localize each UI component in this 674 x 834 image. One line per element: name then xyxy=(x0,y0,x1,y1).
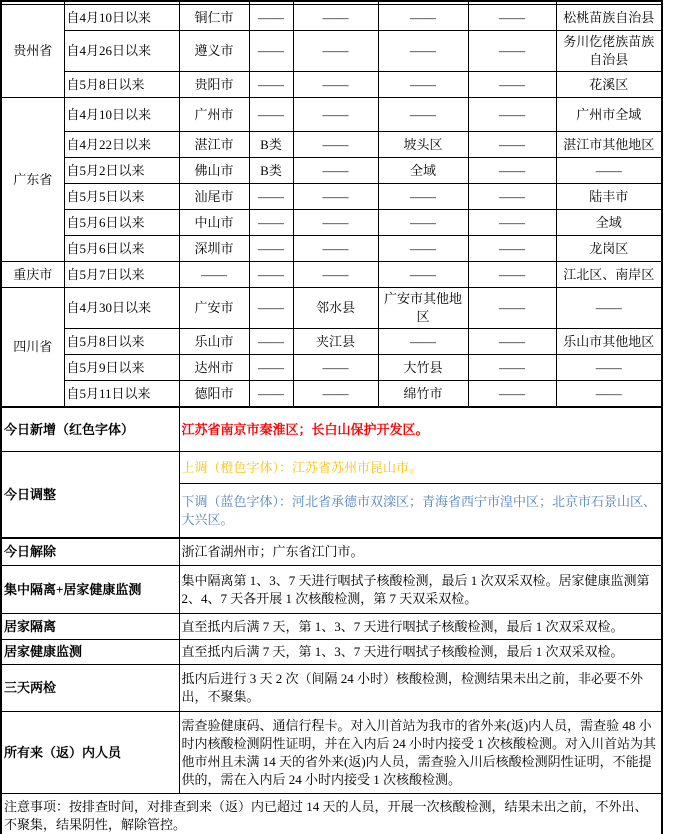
class-cell: —— xyxy=(249,72,293,98)
section-row-new-today xyxy=(1,407,662,452)
date-cell: 自5月6日以来 xyxy=(64,210,179,236)
area-cell: —— xyxy=(293,5,378,31)
section-row-home-quarantine xyxy=(1,614,662,640)
district-cell: 松桃苗族自治县 xyxy=(556,5,662,31)
section-row-adjust-up xyxy=(1,452,662,484)
class-cell: B类 xyxy=(249,158,293,184)
date-cell: 自5月2日以来 xyxy=(64,158,179,184)
district-cell: 龙岗区 xyxy=(556,236,662,262)
notice-content: 注意事项：按排查时间，对排查到来（返）内已超过 14 天的人员，开展一次核酸检测，结果未出之前，不外出、不聚集，结果阴性，解除管控。 xyxy=(1,794,662,834)
district-cell: 陆丰市 xyxy=(556,184,662,210)
area-cell: —— xyxy=(468,5,556,31)
date-cell: 自4月10日以来 xyxy=(64,5,179,31)
section-row-home-monitoring xyxy=(1,640,662,665)
city-cell: 乐山市 xyxy=(179,329,249,355)
area-cell: —— xyxy=(378,5,468,31)
province-cell: 广东省 xyxy=(1,98,64,262)
new-today-content: 江苏省南京市秦淮区；长白山保护开发区。 xyxy=(179,407,662,452)
area-cell: —— xyxy=(468,381,556,408)
table-row xyxy=(1,381,662,408)
area-cell: 广安市其他地区 xyxy=(378,288,468,329)
city-cell: 中山市 xyxy=(179,210,249,236)
city-cell: 达州市 xyxy=(179,355,249,381)
district-cell: 江北区、南岸区 xyxy=(556,262,662,288)
city-cell: 铜仁市 xyxy=(179,5,249,31)
area-cell: —— xyxy=(293,132,378,158)
city-cell: 汕尾市 xyxy=(179,184,249,210)
area-cell: —— xyxy=(293,72,378,98)
adjust-down-content: 下调（蓝色字体）：河北省承德市双滦区；青海省西宁市湟中区；北京市石景山区、大兴区。 xyxy=(179,484,662,539)
province-cell: 贵州省 xyxy=(1,5,64,98)
area-cell: —— xyxy=(468,236,556,262)
city-cell: 湛江市 xyxy=(179,132,249,158)
section-label: 居家健康监测 xyxy=(1,640,179,665)
section-label: 集中隔离+居家健康监测 xyxy=(1,566,179,614)
table-row xyxy=(1,236,662,262)
table-row xyxy=(1,98,662,132)
area-cell: 夹江县 xyxy=(293,329,378,355)
area-cell: —— xyxy=(293,31,378,72)
date-cell: 自5月8日以来 xyxy=(64,329,179,355)
city-cell: 广州市 xyxy=(179,98,249,132)
date-cell: 自5月11日以来 xyxy=(64,381,179,408)
district-cell: —— xyxy=(556,158,662,184)
district-cell: 广州市全域 xyxy=(556,98,662,132)
area-cell: —— xyxy=(468,72,556,98)
table-row xyxy=(1,158,662,184)
class-cell: —— xyxy=(249,236,293,262)
province-cell: 四川省 xyxy=(1,288,64,408)
area-cell: —— xyxy=(378,210,468,236)
section-label: 所有来（返）内人员 xyxy=(1,712,179,794)
area-cell: —— xyxy=(293,184,378,210)
district-cell: 湛江市其他地区 xyxy=(556,132,662,158)
province-cell: 重庆市 xyxy=(1,262,64,288)
table-row xyxy=(1,72,662,98)
area-cell: —— xyxy=(468,355,556,381)
class-cell: —— xyxy=(249,98,293,132)
date-cell: 自5月5日以来 xyxy=(64,184,179,210)
section-label: 三天两检 xyxy=(1,665,179,712)
adjust-up-content: 上调（橙色字体）：江苏省苏州市昆山市。 xyxy=(179,452,662,484)
class-cell: —— xyxy=(249,5,293,31)
area-cell: 绵竹市 xyxy=(378,381,468,408)
date-cell: 自4月30日以来 xyxy=(64,288,179,329)
section-label: 今日调整 xyxy=(1,452,179,539)
district-cell: 花溪区 xyxy=(556,72,662,98)
area-cell: —— xyxy=(378,236,468,262)
table-row xyxy=(1,31,662,72)
class-cell: —— xyxy=(249,262,293,288)
city-cell: 贵阳市 xyxy=(179,72,249,98)
city-cell: 佛山市 xyxy=(179,158,249,184)
class-cell: —— xyxy=(249,355,293,381)
area-cell: —— xyxy=(468,262,556,288)
date-cell: 自5月9日以来 xyxy=(64,355,179,381)
city-cell: —— xyxy=(179,262,249,288)
date-cell: 自4月26日以来 xyxy=(64,31,179,72)
class-cell: —— xyxy=(249,184,293,210)
area-cell: —— xyxy=(293,355,378,381)
area-cell: 坡头区 xyxy=(378,132,468,158)
class-cell: —— xyxy=(249,329,293,355)
area-cell: 全域 xyxy=(378,158,468,184)
home-monitoring-content: 直至抵内后满 7 天，第 1、3、7 天进行咽拭子核酸检测，最后 1 次双采双检。 xyxy=(179,640,662,665)
section-label: 今日新增（红色字体） xyxy=(1,407,179,452)
class-cell: —— xyxy=(249,288,293,329)
area-cell: —— xyxy=(378,72,468,98)
area-cell: 邻水县 xyxy=(293,288,378,329)
area-cell: —— xyxy=(378,262,468,288)
area-cell: —— xyxy=(468,98,556,132)
area-cell: —— xyxy=(293,381,378,408)
section-row-all-arrivals xyxy=(1,712,662,794)
area-cell: —— xyxy=(293,98,378,132)
section-label: 居家隔离 xyxy=(1,614,179,640)
all-arrivals-content: 需查验健康码、通信行程卡。对入川首站为我市的省外来(返)内人员，需查验 48 小时内核酸检测阴性证明，并在入内后 24 小时内接受 1 次核酸检测。对入川首站为其他市州且未满 14 天的省外来(返)内人员，需查验入川后核酸检测阴性证明，不能提供的，需在入内后 24 小时内接受 1 次核酸检测。 xyxy=(179,712,662,794)
release-today-content: 浙江省湖州市；广东省江门市。 xyxy=(179,538,662,566)
area-cell: —— xyxy=(378,329,468,355)
table-row xyxy=(1,262,662,288)
date-cell: 自5月6日以来 xyxy=(64,236,179,262)
notice-row xyxy=(1,794,662,834)
area-cell: —— xyxy=(468,288,556,329)
district-cell: 乐山市其他地区 xyxy=(556,329,662,355)
central-home-content: 集中隔离第 1、3、7 天进行咽拭子核酸检测，最后 1 次双采双检。居家健康监测第 2、4、7 天各开展 1 次核酸检测，第 7 天双采双检。 xyxy=(179,566,662,614)
date-cell: 自4月10日以来 xyxy=(64,98,179,132)
table-row xyxy=(1,5,662,31)
area-cell: —— xyxy=(468,210,556,236)
date-cell: 自5月8日以来 xyxy=(64,72,179,98)
district-cell: 务川仡佬族苗族自治县 xyxy=(556,31,662,72)
area-cell: —— xyxy=(468,132,556,158)
class-cell: —— xyxy=(249,210,293,236)
city-cell: 深圳市 xyxy=(179,236,249,262)
class-cell: B类 xyxy=(249,132,293,158)
section-row-central-home xyxy=(1,566,662,614)
area-cell: —— xyxy=(293,158,378,184)
three-day-two-test-content: 抵内后进行 3 天 2 次（间隔 24 小时）核酸检测，检测结果未出之前，非必要不外出，不聚集。 xyxy=(179,665,662,712)
area-cell: —— xyxy=(293,262,378,288)
class-cell: —— xyxy=(249,31,293,72)
table-row xyxy=(1,210,662,236)
area-cell: —— xyxy=(378,184,468,210)
area-cell: —— xyxy=(468,31,556,72)
district-cell: —— xyxy=(556,355,662,381)
area-cell: —— xyxy=(293,236,378,262)
table-row xyxy=(1,288,662,329)
section-row-three-day-two-test xyxy=(1,665,662,712)
date-cell: 自4月22日以来 xyxy=(64,132,179,158)
table-row xyxy=(1,329,662,355)
table-row xyxy=(1,132,662,158)
table-row xyxy=(1,355,662,381)
section-label: 今日解除 xyxy=(1,538,179,566)
district-cell: —— xyxy=(556,381,662,408)
city-cell: 德阳市 xyxy=(179,381,249,408)
table-row xyxy=(1,184,662,210)
area-cell: —— xyxy=(468,158,556,184)
area-cell: —— xyxy=(378,31,468,72)
area-cell: 大竹县 xyxy=(378,355,468,381)
city-cell: 广安市 xyxy=(179,288,249,329)
date-cell: 自5月7日以来 xyxy=(64,262,179,288)
area-cell: —— xyxy=(468,329,556,355)
district-cell: —— xyxy=(556,288,662,329)
section-row-release-today xyxy=(1,538,662,566)
class-cell: —— xyxy=(249,381,293,408)
area-cell: —— xyxy=(378,98,468,132)
area-cell: —— xyxy=(293,210,378,236)
district-cell: 全域 xyxy=(556,210,662,236)
city-cell: 遵义市 xyxy=(179,31,249,72)
home-quarantine-content: 直至抵内后满 7 天，第 1、3、7 天进行咽拭子核酸检测，最后 1 次双采双检。 xyxy=(179,614,662,640)
area-cell: —— xyxy=(468,184,556,210)
